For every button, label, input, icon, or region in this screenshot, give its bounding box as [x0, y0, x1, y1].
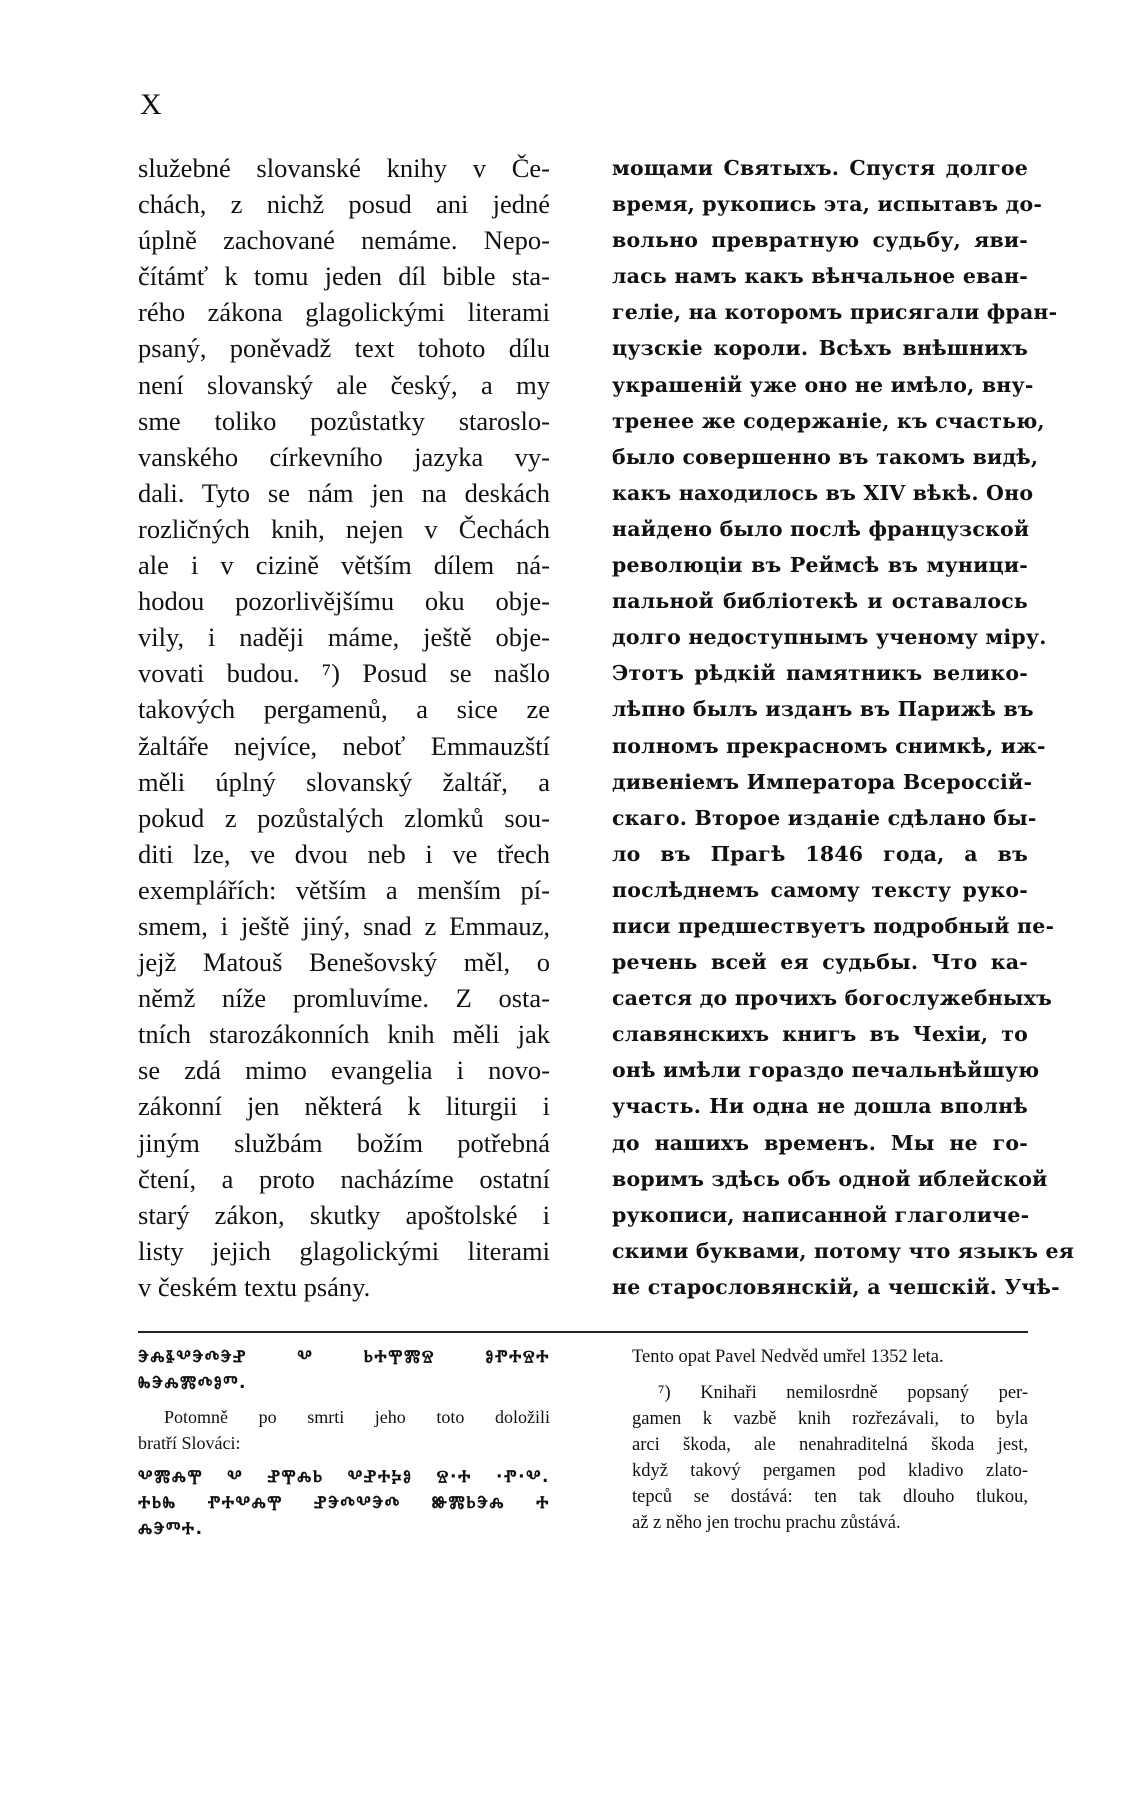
body-text-line-russian: скими буквами, потому что языкъ ея	[612, 1238, 1075, 1263]
body-text-line-russian: онѣ имѣли гораздо печальнѣйшую	[612, 1058, 1040, 1083]
body-text-line: není slovanský ale český, a my	[138, 369, 550, 400]
body-text-line: čítámť k tomu jeden díl bible sta-	[138, 261, 550, 292]
footnote-left	[138, 1344, 550, 1542]
body-text-line: vanského církevního jazyka vy-	[138, 441, 550, 472]
body-text-line: vovati budou. ⁷) Posud se našlo	[138, 658, 550, 689]
body-text-line-russian: лась намъ какъ вѣнчальное еван-	[612, 264, 1028, 289]
footnote-separator-rule	[138, 1331, 1028, 1333]
body-text-line-russian: полномъ прекрасномъ снимкѣ, иж-	[612, 733, 1046, 758]
body-text-line-russian: было совершенно въ такомъ видѣ,	[612, 444, 1039, 469]
body-text-line-russian: время, рукопись эта, испытавъ до-	[612, 192, 1043, 217]
body-text-line: chách, z nichž posud ani jedné	[138, 189, 550, 220]
body-text-line: úplně zachované nemáme. Nepo-	[138, 225, 550, 256]
body-text-line: pokud z pozůstalých zlomků sou-	[138, 802, 550, 833]
body-text-line: tních starozákonních knih měli jak	[138, 1019, 550, 1050]
body-text-line: psaný, poněvadž text tohoto dílu	[138, 333, 550, 364]
body-text-line-russian: Этотъ рѣдкій памятникъ велико-	[612, 661, 1028, 686]
footnote-note-7-line: když takový pergamen pod kladivo zlato-	[632, 1461, 1028, 1481]
body-text-line: smem, i ještě jiný, snad z Emmauz,	[138, 910, 550, 941]
body-text-line: jiným službám božím potřebná	[138, 1127, 550, 1158]
body-text-line-russian: цузскіе короли. Всѣхъ внѣшнихъ	[612, 336, 1028, 361]
body-text-line: diti lze, ve dvou neb i ve třech	[138, 838, 550, 869]
body-text-line: starý zákon, skutky apoštolské i	[138, 1199, 550, 1230]
body-text-line: dali. Tyto se nám jen na deskách	[138, 477, 550, 508]
body-text-line-russian: не старословянскій, а чешскій. Учѣ-	[612, 1274, 1060, 1299]
right-column-russian	[612, 150, 1075, 1305]
footnote-right	[632, 1344, 1028, 1536]
footnote-note-1: Tento opat Pavel Nedvěd umřel 1352 leta.	[632, 1347, 944, 1367]
body-text-line-russian: найдено было послѣ французской	[612, 516, 1030, 541]
body-text-line-russian: дивеніемъ Императора Всероссій-	[612, 769, 1033, 794]
footnote-note-7-line: ⁷) Knihaři nemilosrdně popsaný per-	[658, 1383, 1028, 1403]
footnote-text-line: bratří Slováci:	[138, 1433, 241, 1453]
body-text-line-russian: революціи въ Реймсѣ въ муници-	[612, 553, 1028, 578]
body-text-line: se zdá mimo evangelia i novo-	[138, 1055, 550, 1086]
body-text-line-russian: скаго. Второе изданіе сдѣлано бы-	[612, 805, 1037, 830]
body-text-line: žaltáře nejvíce, neboť Emmauzští	[138, 730, 550, 761]
body-text-line: hodou pozorlivějšímu oku obje-	[138, 586, 550, 617]
glagolitic-line: ⰈⰅⰎⰏⰄⰑⰕ.	[138, 1373, 247, 1393]
body-text-line: němž níže promluvíme. Z osta-	[138, 983, 550, 1014]
body-text-line-russian: пальной библіотекѣ и оставалось	[612, 589, 1028, 614]
body-text-line-russian: долго недоступнымъ ученому міру.	[612, 625, 1047, 650]
body-text-line-russian: рукописи, написанной глаголиче-	[612, 1202, 1030, 1227]
body-text-line: zákonní jen některá k liturgii i	[138, 1091, 550, 1122]
footnote-text-line: Potomně po smrti jeho toto doložili	[164, 1407, 550, 1427]
body-text-line: ale i v cizině větším dílem ná-	[138, 550, 550, 581]
body-text-line: rozličných knih, nejen v Čechách	[138, 513, 550, 544]
glagolitic-line: ⰎⰅⰕⰀ.	[138, 1519, 204, 1539]
body-text-line: měli úplný slovanský žaltář, a	[138, 766, 550, 797]
left-column-czech	[138, 150, 550, 1305]
glagolitic-line: ⰀⰓⰈ ⰒⰀⰂⰎⰉ ⰐⰅⰄⰂⰅⰄ ⰖⰏⰓⰅⰎ Ⰰ	[138, 1493, 550, 1513]
body-text-line-russian: участь. Ни одна не дошла вполнѣ	[612, 1094, 1028, 1119]
body-text-line-russian: лѣпно былъ изданъ въ Парижѣ въ	[612, 697, 1034, 722]
page-number: X	[140, 88, 162, 121]
body-text-line: exemplářích: větším a menším pí-	[138, 874, 550, 905]
body-text-line-russian: вольно превратную судьбу, яви-	[612, 228, 1028, 253]
body-text-line: sme toliko pozůstatky staroslo-	[138, 405, 550, 436]
body-text-line-russian: мощами Святыхъ. Спустя долгое	[612, 156, 1028, 180]
glagolitic-line: ⰂⰏⰎⰉ Ⰲ ⰐⰉⰎⰓ ⰂⰐⰀⰍⰑ Ⱄ·Ⰰ ·Ⱂ·Ⰲ.	[138, 1467, 550, 1487]
body-text-line: v českém textu psány.	[138, 1271, 371, 1302]
body-text-line: listy jejich glagolickými literami	[138, 1235, 550, 1266]
body-text-line-russian: тренее же содержаніе, къ счастью,	[612, 408, 1045, 433]
footnote-note-7-line: gamen k vazbě knih rozřezávali, to byla	[632, 1409, 1028, 1429]
body-text-line: takových pergamenů, a sice ze	[138, 694, 550, 725]
body-text-line-russian: украшеній уже оно не имѣло, вну-	[612, 372, 1034, 397]
footnote-note-7-line: až z něho jen trochu prachu zůstává.	[632, 1513, 901, 1533]
body-text-line-russian: какъ находилось въ XIV вѣкѣ. Оно	[612, 480, 1034, 505]
body-text-line-russian: сается до прочихъ богослужебныхъ	[612, 986, 1053, 1011]
body-text-line: rého zákona glagolickými literami	[138, 297, 550, 328]
footnote-note-7-line: arci škoda, ale nenahraditelná škoda jest,	[632, 1435, 1028, 1455]
body-text-line-russian: воримъ здѣсь объ одной иблейской	[612, 1166, 1048, 1191]
glagolitic-line: ⰅⰎⰫⰂⰅⰄⰅⰐ Ⰲ ⰓⰀⰉⰏⰔ ⰑⰒⰀⰔⰀ	[138, 1347, 550, 1367]
footnote-note-7-line: tepců se dostává: ten tak dlouho tlukou,	[632, 1487, 1028, 1507]
body-text-line-russian: геліе, на которомъ присягали фран-	[612, 300, 1058, 325]
body-text-line: čtení, a proto nacházíme ostatní	[138, 1163, 550, 1194]
body-text-line-russian: писи предшествуетъ подробный пе-	[612, 913, 1055, 938]
body-text-line: vily, i naději máme, ještě obje-	[138, 622, 550, 653]
body-text-line-russian: славянскихъ книгъ въ Чехіи, то	[612, 1022, 1028, 1047]
body-text-line-russian: ло въ Прагѣ 1846 года, а въ	[612, 841, 1028, 866]
body-text-line-russian: до нашихъ временъ. Мы не го-	[612, 1130, 1028, 1155]
body-text-line: služebné slovanské knihy v Če-	[138, 153, 550, 183]
body-text-line: jejž Matouš Benešovský měl, o	[138, 947, 550, 978]
body-text-line-russian: послѣднемъ самому тексту руко-	[612, 877, 1028, 902]
body-text-line-russian: речень всей ея судьбы. Что ка-	[612, 950, 1028, 975]
